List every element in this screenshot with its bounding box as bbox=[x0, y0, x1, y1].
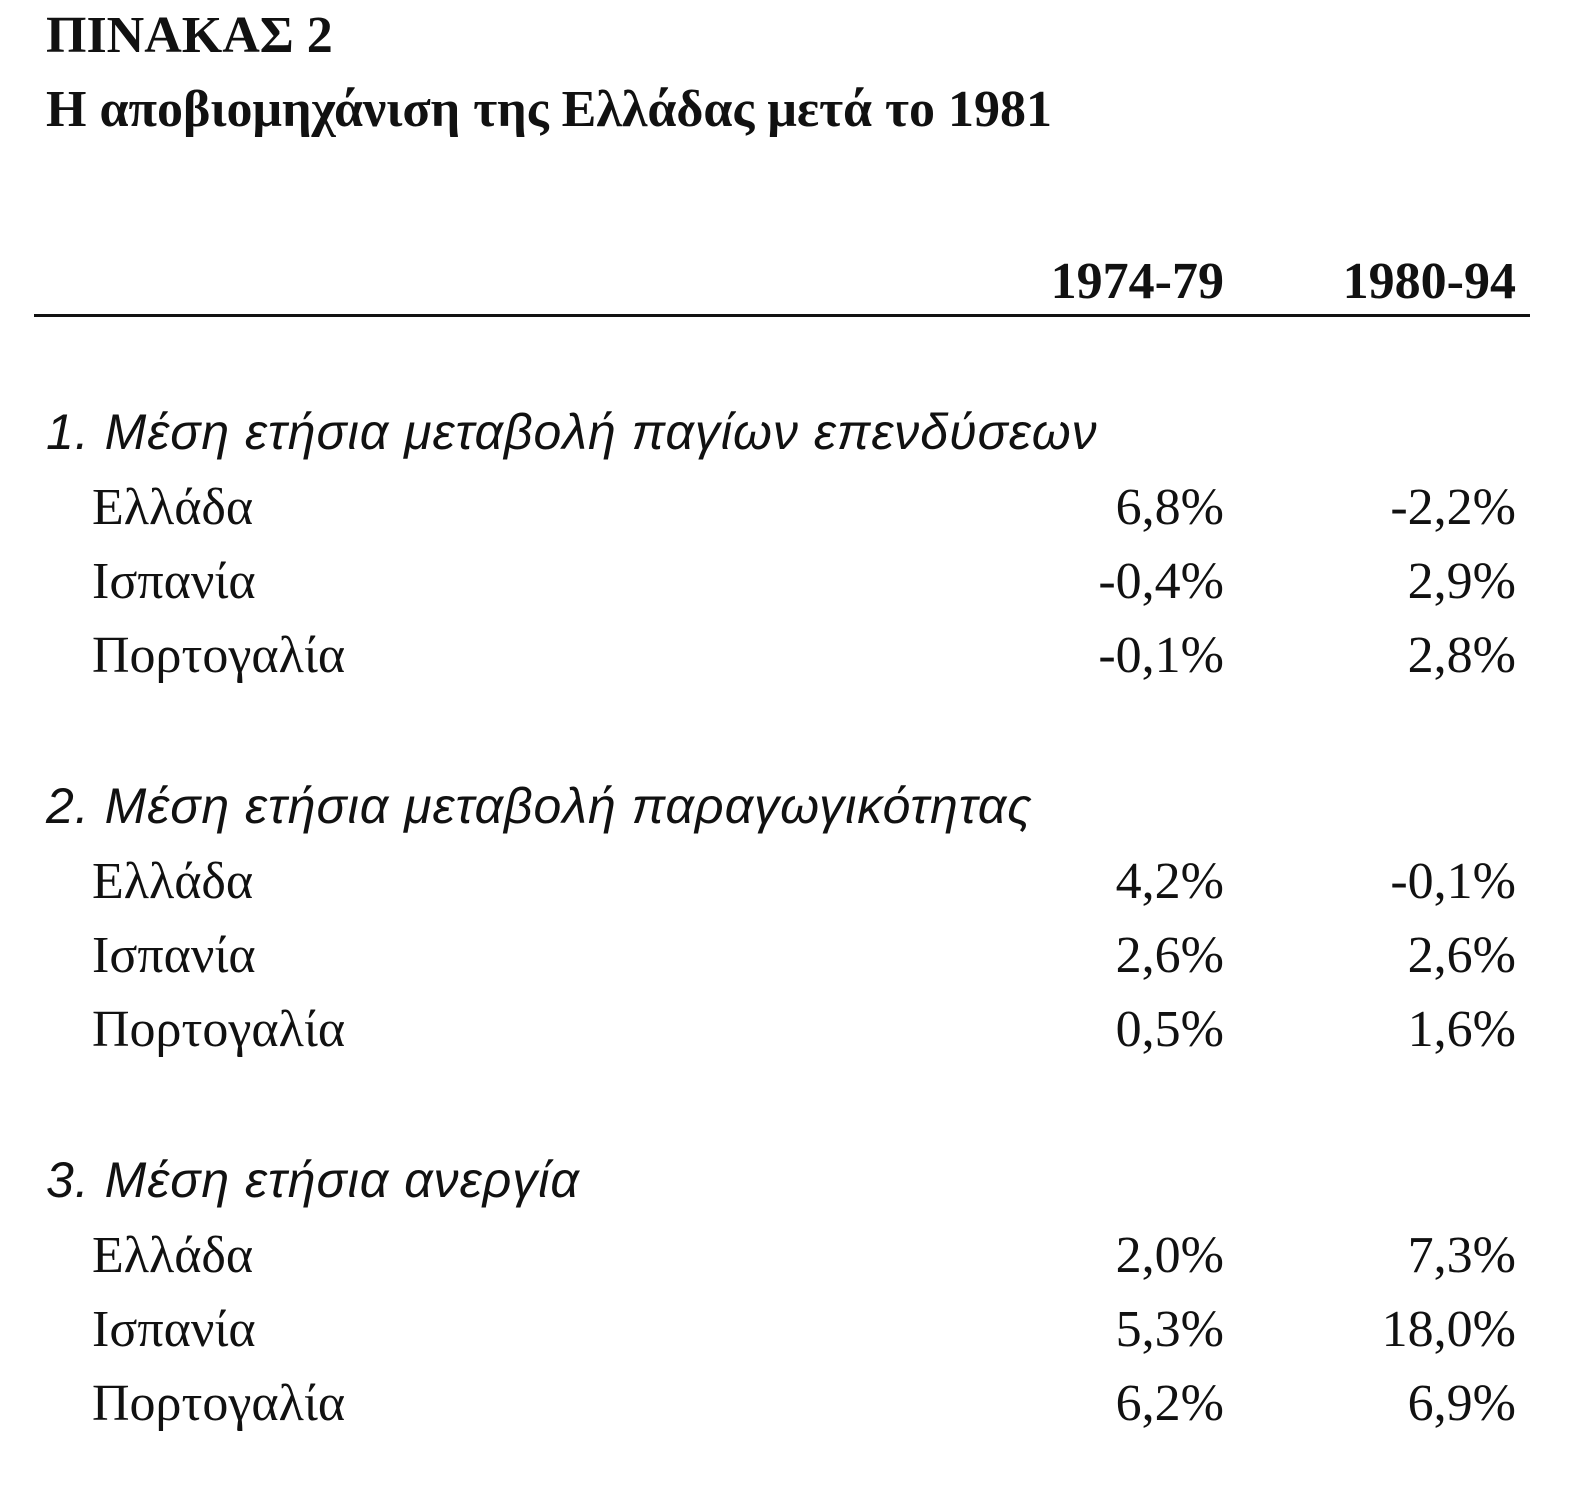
value-1980-94: 2,8% bbox=[1407, 627, 1516, 684]
section-title: 2. Μέση ετήσια μεταβολή παραγωγικότητας bbox=[46, 778, 1033, 834]
country-label: Πορτογαλία bbox=[92, 1001, 346, 1058]
value-1980-94: -0,1% bbox=[1390, 853, 1516, 910]
country-label: Πορτογαλία bbox=[92, 1375, 346, 1432]
section-title: 3. Μέση ετήσια ανεργία bbox=[46, 1152, 580, 1208]
value-1974-79: 6,2% bbox=[1115, 1375, 1224, 1432]
value-1974-79: 6,8% bbox=[1115, 479, 1224, 536]
value-1974-79: 0,5% bbox=[1115, 1001, 1224, 1058]
country-label: Πορτογαλία bbox=[92, 627, 346, 684]
value-1980-94: 2,6% bbox=[1407, 927, 1516, 984]
value-1980-94: 18,0% bbox=[1381, 1301, 1516, 1358]
header-rule bbox=[34, 314, 1530, 317]
country-label: Ελλάδα bbox=[92, 479, 254, 536]
value-1980-94: 7,3% bbox=[1407, 1227, 1516, 1284]
country-label: Ελλάδα bbox=[92, 1227, 254, 1284]
table-row bbox=[0, 852, 1590, 922]
table-title: Η αποβιομηχάνιση της Ελλάδας μετά το 1981 bbox=[46, 81, 1053, 138]
table-label: ΠΙΝΑΚΑΣ 2 bbox=[46, 7, 333, 64]
table-row bbox=[0, 626, 1590, 696]
value-1980-94: -2,2% bbox=[1390, 479, 1516, 536]
value-1980-94: 1,6% bbox=[1407, 1001, 1516, 1058]
value-1974-79: -0,1% bbox=[1098, 627, 1224, 684]
column-header-1974-79: 1974-79 bbox=[1050, 253, 1224, 310]
country-label: Ισπανία bbox=[92, 553, 256, 610]
table-row bbox=[0, 1374, 1590, 1444]
value-1974-79: 5,3% bbox=[1115, 1301, 1224, 1358]
value-1974-79: 2,0% bbox=[1115, 1227, 1224, 1284]
table-row bbox=[0, 926, 1590, 996]
country-label: Ισπανία bbox=[92, 927, 256, 984]
value-1974-79: -0,4% bbox=[1098, 553, 1224, 610]
value-1980-94: 2,9% bbox=[1407, 553, 1516, 610]
value-1974-79: 4,2% bbox=[1115, 853, 1224, 910]
value-1980-94: 6,9% bbox=[1407, 1375, 1516, 1432]
value-1974-79: 2,6% bbox=[1115, 927, 1224, 984]
column-header-1980-94: 1980-94 bbox=[1342, 253, 1516, 310]
table-row bbox=[0, 1300, 1590, 1370]
country-label: Ισπανία bbox=[92, 1301, 256, 1358]
table-row bbox=[0, 552, 1590, 622]
country-label: Ελλάδα bbox=[92, 853, 254, 910]
table-row bbox=[0, 478, 1590, 548]
section-title: 1. Μέση ετήσια μεταβολή παγίων επενδύσεων bbox=[46, 404, 1098, 460]
table-row bbox=[0, 1226, 1590, 1296]
table-row bbox=[0, 1000, 1590, 1070]
